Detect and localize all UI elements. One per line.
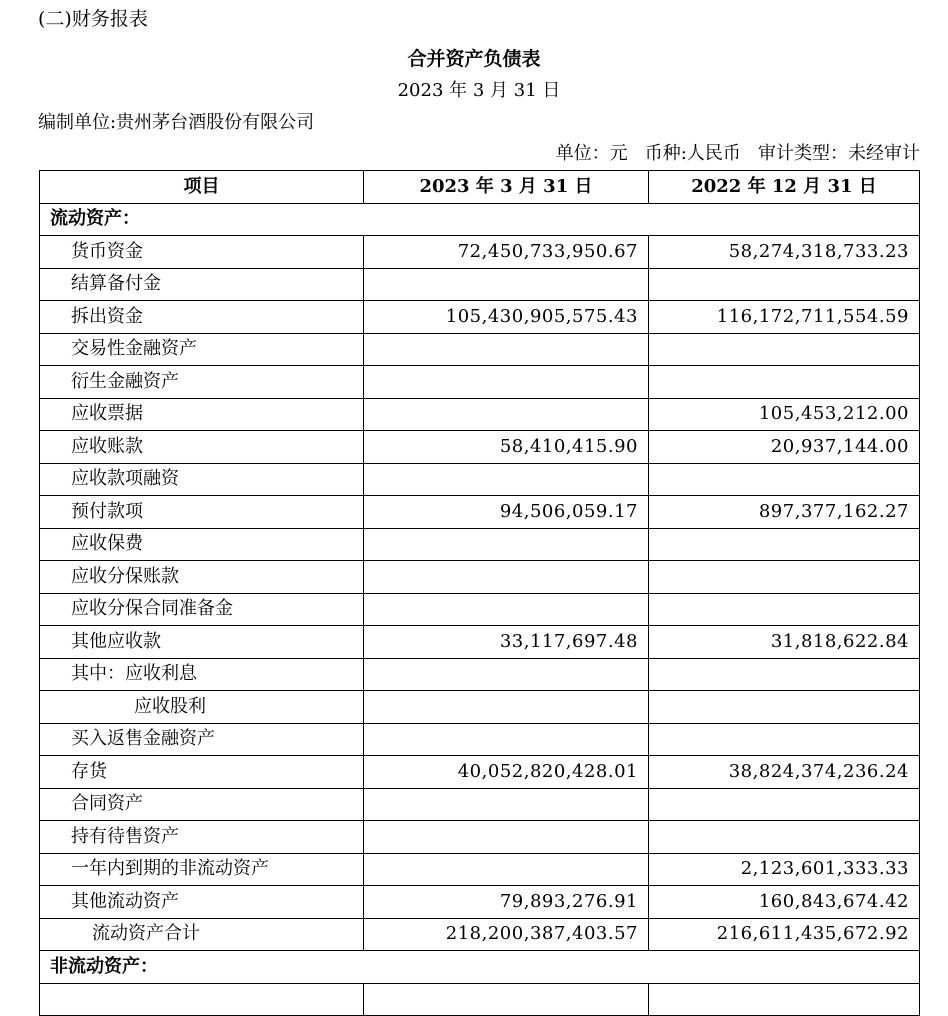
table-row <box>40 463 920 496</box>
row-current-value: 105,430,905,575.43 <box>364 301 649 334</box>
row-current-value <box>364 398 649 431</box>
table-row <box>40 398 920 431</box>
unit-currency-audit-line: 单位：元 币种:人民币 审计类型：未经审计 <box>555 143 920 164</box>
row-current-value <box>364 983 649 1016</box>
table-row <box>40 236 920 269</box>
table-header-row <box>40 171 920 204</box>
row-item-label: 其他流动资产 <box>40 886 364 919</box>
row-current-value: 40,052,820,428.01 <box>364 756 649 789</box>
row-item-label: 应收票据 <box>40 398 364 431</box>
row-prior-value: 38,824,374,236.24 <box>649 756 920 789</box>
row-prior-value <box>649 463 920 496</box>
section-row <box>40 203 920 236</box>
row-prior-value: 2,123,601,333.33 <box>649 853 920 886</box>
row-item-label: 预付款项 <box>40 496 364 529</box>
row-current-value <box>364 528 649 561</box>
row-current-value <box>364 788 649 821</box>
row-prior-value: 20,937,144.00 <box>649 431 920 464</box>
row-prior-value: 31,818,622.84 <box>649 626 920 659</box>
row-prior-value <box>649 561 920 594</box>
table-row <box>40 593 920 626</box>
header-current-period: 2023 年 3 月 31 日 <box>364 171 649 204</box>
row-item-label: 持有待售资产 <box>40 821 364 854</box>
row-current-value <box>364 821 649 854</box>
row-item-label: 交易性金融资产 <box>40 333 364 366</box>
row-prior-value: 897,377,162.27 <box>649 496 920 529</box>
row-prior-value <box>649 366 920 399</box>
table-row <box>40 983 920 1016</box>
row-item-label: 存货 <box>40 756 364 789</box>
header-item: 项目 <box>40 171 364 204</box>
row-prior-value <box>649 333 920 366</box>
section-heading: (二)财务报表 <box>38 8 148 30</box>
row-item-label: 合同资产 <box>40 788 364 821</box>
row-item-label: 应收款项融资 <box>40 463 364 496</box>
row-item-label: 应收股利 <box>40 691 364 724</box>
row-prior-value: 58,274,318,733.23 <box>649 236 920 269</box>
row-item-label: 其他应收款 <box>40 626 364 659</box>
row-item-label: 流动资产合计 <box>40 918 364 951</box>
row-current-value <box>364 463 649 496</box>
section-row <box>40 951 920 984</box>
row-prior-value <box>649 821 920 854</box>
row-prior-value <box>649 268 920 301</box>
row-current-value: 72,450,733,950.67 <box>364 236 649 269</box>
report-date: 2023 年 3 月 31 日 <box>397 80 561 101</box>
row-prior-value <box>649 691 920 724</box>
row-prior-value: 216,611,435,672.92 <box>649 918 920 951</box>
table-row <box>40 756 920 789</box>
row-item-label: 应收账款 <box>40 431 364 464</box>
row-current-value: 94,506,059.17 <box>364 496 649 529</box>
row-item-label: 应收分保合同准备金 <box>40 593 364 626</box>
table-row <box>40 723 920 756</box>
row-prior-value <box>649 658 920 691</box>
header-prior-period: 2022 年 12 月 31 日 <box>649 171 920 204</box>
row-item-label: 拆出资金 <box>40 301 364 334</box>
row-item-label: 结算备付金 <box>40 268 364 301</box>
row-current-value: 79,893,276.91 <box>364 886 649 919</box>
row-prior-value: 105,453,212.00 <box>649 398 920 431</box>
row-prior-value <box>649 723 920 756</box>
row-prior-value: 116,172,711,554.59 <box>649 301 920 334</box>
row-item-label: 其中：应收利息 <box>40 658 364 691</box>
row-current-value <box>364 853 649 886</box>
row-prior-value <box>649 528 920 561</box>
table-row <box>40 431 920 464</box>
table-row <box>40 788 920 821</box>
row-current-value <box>364 366 649 399</box>
row-item-label: 应收保费 <box>40 528 364 561</box>
balance-sheet-table <box>39 170 920 1016</box>
table-row <box>40 918 920 951</box>
table-row <box>40 886 920 919</box>
table-row <box>40 561 920 594</box>
table-row <box>40 496 920 529</box>
balance-sheet-body <box>40 203 920 1016</box>
row-item-label: 买入返售金融资产 <box>40 723 364 756</box>
row-prior-value <box>649 593 920 626</box>
row-item-label: 货币资金 <box>40 236 364 269</box>
section-label: 流动资产： <box>40 203 920 236</box>
row-prior-value <box>649 788 920 821</box>
row-item-label: 衍生金融资产 <box>40 366 364 399</box>
row-item-label: 一年内到期的非流动资产 <box>40 853 364 886</box>
table-row <box>40 626 920 659</box>
row-current-value: 33,117,697.48 <box>364 626 649 659</box>
row-current-value: 58,410,415.90 <box>364 431 649 464</box>
row-current-value <box>364 691 649 724</box>
report-title: 合并资产负债表 <box>407 48 541 70</box>
table-row <box>40 853 920 886</box>
table-row <box>40 268 920 301</box>
table-row <box>40 691 920 724</box>
row-item-label: 应收分保账款 <box>40 561 364 594</box>
company-name: 编制单位:贵州茅台酒股份有限公司 <box>38 112 315 133</box>
table-row <box>40 333 920 366</box>
row-current-value <box>364 268 649 301</box>
table-row <box>40 658 920 691</box>
row-current-value <box>364 723 649 756</box>
table-row <box>40 821 920 854</box>
row-current-value <box>364 593 649 626</box>
section-label: 非流动资产： <box>40 951 920 984</box>
table-row <box>40 528 920 561</box>
table-row <box>40 301 920 334</box>
row-current-value <box>364 333 649 366</box>
row-prior-value: 160,843,674.42 <box>649 886 920 919</box>
row-current-value: 218,200,387,403.57 <box>364 918 649 951</box>
row-item-label <box>40 983 364 1016</box>
table-row <box>40 366 920 399</box>
row-current-value <box>364 658 649 691</box>
row-current-value <box>364 561 649 594</box>
row-prior-value <box>649 983 920 1016</box>
